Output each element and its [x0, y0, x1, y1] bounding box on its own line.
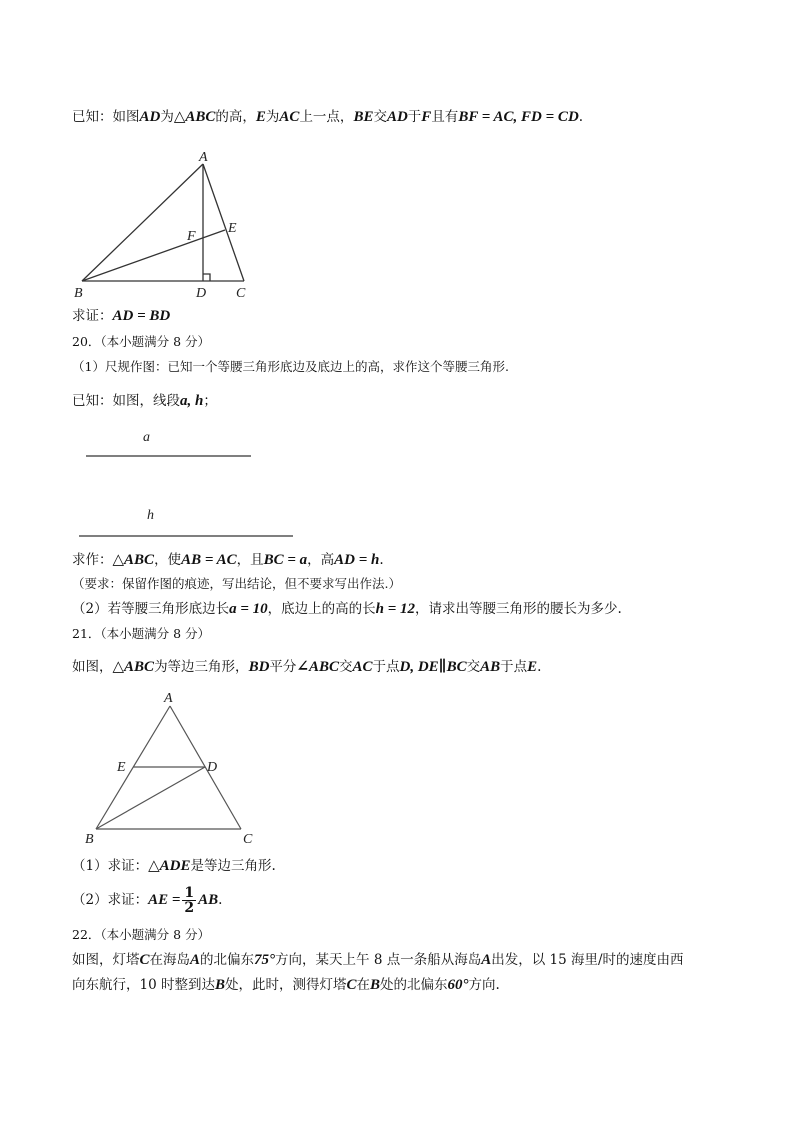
problem20-header: 20．（本小题满分 8 分）	[72, 334, 211, 349]
label-B: B	[85, 832, 94, 847]
label-D: D	[207, 760, 218, 775]
problem21-header: 21．（本小题满分 8 分）	[72, 626, 211, 641]
problem19-prove: 求证：AD = BD	[72, 308, 171, 324]
problem22-line2: 向东航行，10 时整到达B处，此时，测得灯塔C在B处的北偏东60°方向.	[72, 977, 500, 993]
problem22-line1: 如图，灯塔C在海岛A的北偏东75°方向，某天上午 8 点一条船从海岛A出发，以 15 海里/时的速度由西	[72, 952, 684, 968]
label-E: E	[228, 221, 237, 236]
problem19-given: 已知：如图AD为△ABC的高，E为AC上一点，BE交AD于F且有BF = AC, FD = CD.	[72, 109, 584, 125]
problem22-header: 22．（本小题满分 8 分）	[72, 927, 211, 942]
fraction-one-half: $\frac{1}{2}$	[184, 885, 195, 916]
label-C: C	[243, 832, 253, 847]
label-D: D	[196, 286, 207, 301]
segment-h-label: h	[147, 508, 154, 523]
problem20-given: 已知：如图，线段a, h；	[72, 393, 217, 409]
label-B: B	[74, 286, 83, 301]
problem20-part1: （1）尺规作图：已知一个等腰三角形底边及底边上的高，求作这个等腰三角形.	[72, 359, 509, 374]
label-A: A	[164, 691, 173, 706]
problem20-requirement: （要求：保留作图的痕迹，写出结论，但不要求写出作法.）	[72, 576, 401, 591]
label-E: E	[117, 760, 126, 775]
label-F: F	[187, 229, 196, 244]
problem21-q2: （2）求证：AE = $\frac{1}{2}$ AB.	[72, 885, 223, 916]
problem20-construct: 求作：△ABC，使AB = AC，且BC = a，高AD = h.	[72, 552, 384, 568]
segment-a-label: a	[143, 430, 150, 445]
label-C: C	[236, 286, 246, 301]
problem20-part2: （2）若等腰三角形底边长a = 10，底边上的高的长h = 12，请求出等腰三角形的腰长为多少.	[72, 601, 622, 617]
label-A: A	[199, 150, 208, 165]
problem21-given: 如图，△ABC为等边三角形，BD平分∠ABC交AC于点D, DE∥BC交AB于点E.	[72, 659, 542, 675]
problem21-q1: （1）求证：△ADE是等边三角形.	[72, 858, 276, 874]
